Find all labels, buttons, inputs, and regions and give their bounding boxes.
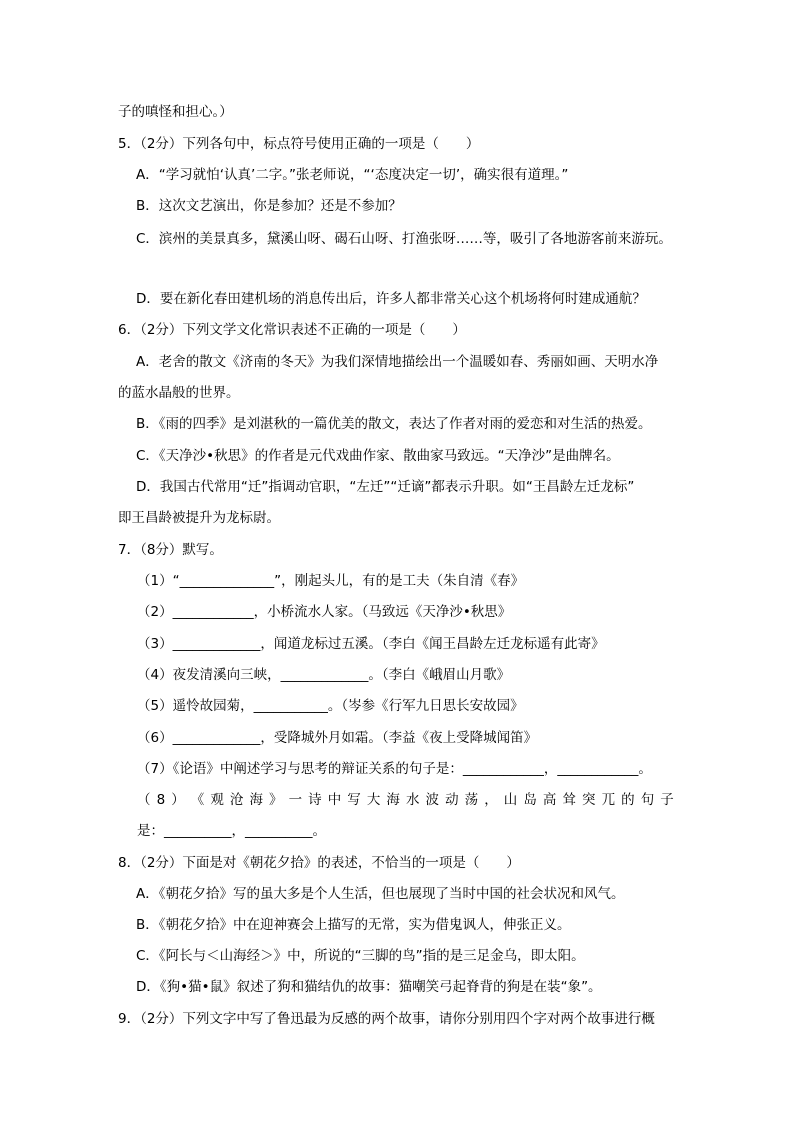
question-9-stem: 9．（2分）下列文字中写了鲁迅最为反感的两个故事，请你分别用四个字对两个故事进行概 bbox=[118, 1011, 655, 1027]
question-8-option-b: B．《朝花夕拾》中在迎神赛会上描写的无常，实为借鬼讽人，伸张正义。 bbox=[136, 917, 571, 933]
question-6-option-c: C．《天净沙•秋思》的作者是元代戏曲作家、散曲家马致远。“天净沙”是曲牌名。 bbox=[136, 448, 620, 464]
question-7-item-1: （1）“______________”，刚起头儿，有的是工夫（朱自清《春》 bbox=[137, 573, 525, 589]
question-6-option-d-cont: 即王昌龄被提升为龙标尉。 bbox=[118, 510, 280, 526]
question-8-option-a: A．《朝花夕拾》写的虽大多是个人生活，但也展现了当时中国的社会状况和风气。 bbox=[136, 886, 625, 902]
question-6-option-b: B．《雨的四季》是刘湛秋的一篇优美的散文，表达了作者对雨的爱恋和对生活的热爱。 bbox=[136, 416, 652, 432]
question-5-option-b: B．这次文艺演出，你是参加？还是不参加？ bbox=[136, 198, 402, 214]
question-7-item-5: （5）遥怜故园菊，___________。（岑参《行军九日思长安故园》 bbox=[137, 698, 524, 714]
question-7-item-3: （3）_____________，闻道龙标过五溪。（李白《闻王昌龄左迁龙标遥有此寄》 bbox=[137, 636, 605, 652]
question-6-option-d: D．我国古代常用“迁”指调动官职，“左迁”“迁谪”都表示升职。如“王昌龄左迁龙标” bbox=[136, 479, 635, 495]
question-7-item-8-cont: 是：__________，__________。 bbox=[137, 823, 326, 839]
question-7-item-7: （7）《论语》中阐述学习与思考的辩证关系的句子是：____________，____________。 bbox=[137, 761, 652, 777]
question-6-option-a: A．老舍的散文《济南的冬天》为我们深情地描绘出一个温暖如春、秀丽如画、天明水净 bbox=[136, 354, 659, 370]
question-8-stem: 8．（2分）下面是对《朝花夕拾》的表述，不恰当的一项是（ ） bbox=[118, 855, 520, 871]
question-5-option-a: A．“学习就怕‘认真’二字。”张老师说，“‘态度决定一切’，确实很有道理。” bbox=[136, 167, 569, 183]
question-7-item-6: （6）_____________，受降城外月如霜。（李益《夜上受降城闻笛》 bbox=[137, 730, 538, 746]
question-5-stem: 5．（2分）下列各句中，标点符号使用正确的一项是（ ） bbox=[118, 136, 480, 152]
question-6-option-a-cont: 的蓝水晶般的世界。 bbox=[118, 385, 240, 401]
question-7-item-4: （4）夜发清溪向三峡，_____________。（李白《峨眉山月歌》 bbox=[137, 667, 511, 683]
question-7-stem: 7．（8分）默写。 bbox=[118, 542, 223, 558]
question-7-item-2: （2）____________，小桥流水人家。（马致远《天净沙•秋思》 bbox=[137, 604, 512, 620]
question-7-item-8: （ 8 ） 《 观 沧 海 》 一 诗 中 写 大 海 水 波 动 荡 ， 山 岛 高 耸 突 兀 的 句 子 bbox=[137, 792, 674, 808]
question-6-stem: 6．（2分）下列文学文化常识表述不正确的一项是（ ） bbox=[118, 322, 466, 338]
continuation-text: 子的嗔怪和担心。） bbox=[118, 104, 233, 120]
question-5-option-c: C．滨州的美景真多，黛溪山呀、碣石山呀、打渔张呀……等，吸引了各地游客前来游玩。 bbox=[136, 231, 672, 247]
question-8-option-c: C．《阿长与＜山海经＞》中，所说的“三脚的鸟”指的是三足金乌，即太阳。 bbox=[136, 948, 585, 964]
question-5-option-d: D．要在新化春田建机场的消息传出后，许多人都非常关心这个机场将何时建成通航？ bbox=[136, 291, 646, 307]
question-8-option-d: D．《狗•猫•鼠》叙述了狗和猫结仇的故事：猫嘲笑弓起脊背的狗是在装“象”。 bbox=[136, 979, 602, 995]
